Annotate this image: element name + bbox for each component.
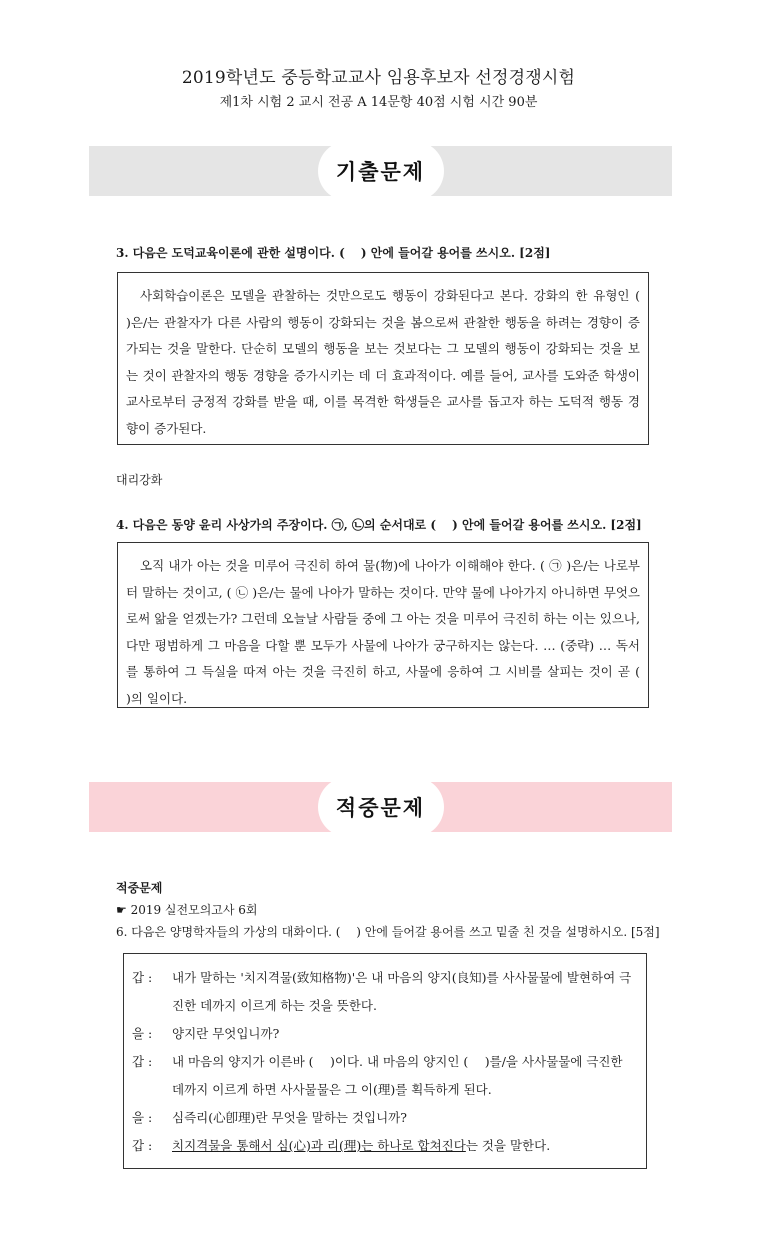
question-3-passage-box — [117, 272, 657, 445]
question-4-passage: 오직 내가 아는 것을 미루어 극진히 하여 물(物)에 나아가 이해해야 한다. ( ㉠ )은/는 나로부터 말하는 것이고, ( ㉡ )은/는 물에 나아가 말하는 것이다. 만약 물에 나아가지 아니하면 무엇으로써 앎을 얻겠는가? 그런데 오늘날 사람들 중에 그 아는 것을 미루어 극진히 하는 이는 있으나, 다만 평범하게 그 마음을 다할 뿐 모두가 사물에 나아가 궁구하지는 않는다. … (중략) … 독서를 통하여 그 득실을 따져 아는 것을 극진히 하고, 사물에 응하여 그 시비를 살피는 것이 곧 ( )의 일이다. — [126, 558, 657, 706]
question-6-prompt: 6. 다음은 양명학자들의 가상의 대화이다. ( ) 안에 들어갈 용어를 쓰고 밑줄 친 것을 설명하시오. [5점] — [116, 925, 660, 939]
past-questions-heading: 기출문제 — [318, 141, 444, 201]
dialog-line — [132, 1048, 636, 1104]
exam-subtitle: 제1차 시험 2 교시 전공 A 14문항 40점 시험 시간 90분 — [219, 95, 538, 110]
dialog-line — [132, 1132, 636, 1160]
dialog-speaker: 갑 : — [132, 1138, 153, 1153]
question-3-passage: 사회학습이론은 모델을 관찰하는 것만으로도 행동이 강화된다고 본다. 강화의 한 유형인 ( )은/는 관찰자가 다른 사람의 행동이 강화되는 것을 봄으로써 관찰한 행동을 하려는 경향이 증가되는 것을 말한다. 단순히 모델의 행동을 보는 것보다는 그 모델의 행동이 강화되는 것을 보는 것이 관찰자의 행동 경향을 증가시키는 데 더 효과적이다. 예를 들어, 교사를 도와준 학생이 교사로부터 긍정적 강화를 받을 때, 이를 목격한 학생들은 교사를 돕고자 하는 도덕적 행동 경향이 증가된다. — [126, 288, 657, 436]
dialog-text-rest: 는 것을 말한다. — [465, 1138, 551, 1153]
question-3-answer: 대리강화 — [116, 473, 163, 487]
dialog-speaker: 갑 : — [132, 1054, 153, 1069]
dialog-text — [172, 1132, 636, 1160]
past-questions-banner — [89, 146, 672, 196]
dialog-line — [132, 1104, 636, 1132]
hit-questions-heading: 적중문제 — [318, 777, 444, 837]
dialog-line — [132, 1020, 636, 1048]
question-6-dialog-box — [123, 953, 647, 1169]
dialog-text: 양지란 무엇입니까? — [172, 1026, 280, 1041]
dialog-text: 심즉리(心卽理)란 무엇을 말하는 것입니까? — [172, 1110, 407, 1125]
dialog-line — [132, 964, 636, 1020]
hit-label: 적중문제 — [116, 881, 163, 895]
underlined-statement: 치지격물을 통해서 심(心)과 리(理)는 하나로 합쳐진다 — [172, 1138, 466, 1153]
question-3-prompt: 3. 다음은 도덕교육이론에 관한 설명이다. ( ) 안에 들어갈 용어를 쓰시오. [2점] — [116, 246, 551, 260]
dialog-text: 내 마음의 양지가 이른바 ( )이다. 내 마음의 양지인 ( )를/을 사사물물에 극진한 데까지 이르게 하면 사사물물은 그 이(理)를 획득하게 된다. — [172, 1054, 623, 1097]
exam-title: 2019학년도 중등학교교사 임용후보자 선정경쟁시험 — [181, 68, 576, 88]
source-note: ☛ 2019 실전모의고사 6회 — [116, 903, 258, 917]
dialog-speaker: 을 : — [132, 1026, 153, 1041]
hit-questions-banner — [89, 782, 672, 832]
dialog-speaker: 갑 : — [132, 970, 153, 985]
question-4-prompt: 4. 다음은 동양 윤리 사상가의 주장이다. ㉠, ㉡의 순서대로 ( ) 안에 들어갈 용어를 쓰시오. [2점] — [116, 518, 642, 532]
dialog-speaker: 을 : — [132, 1110, 153, 1125]
question-4-passage-box — [117, 542, 657, 708]
dialog-text: 내가 말하는 '치지격물(致知格物)'은 내 마음의 양지(良知)를 사사물물에 발현하여 극진한 데까지 이르게 하는 것을 뜻한다. — [172, 970, 632, 1013]
